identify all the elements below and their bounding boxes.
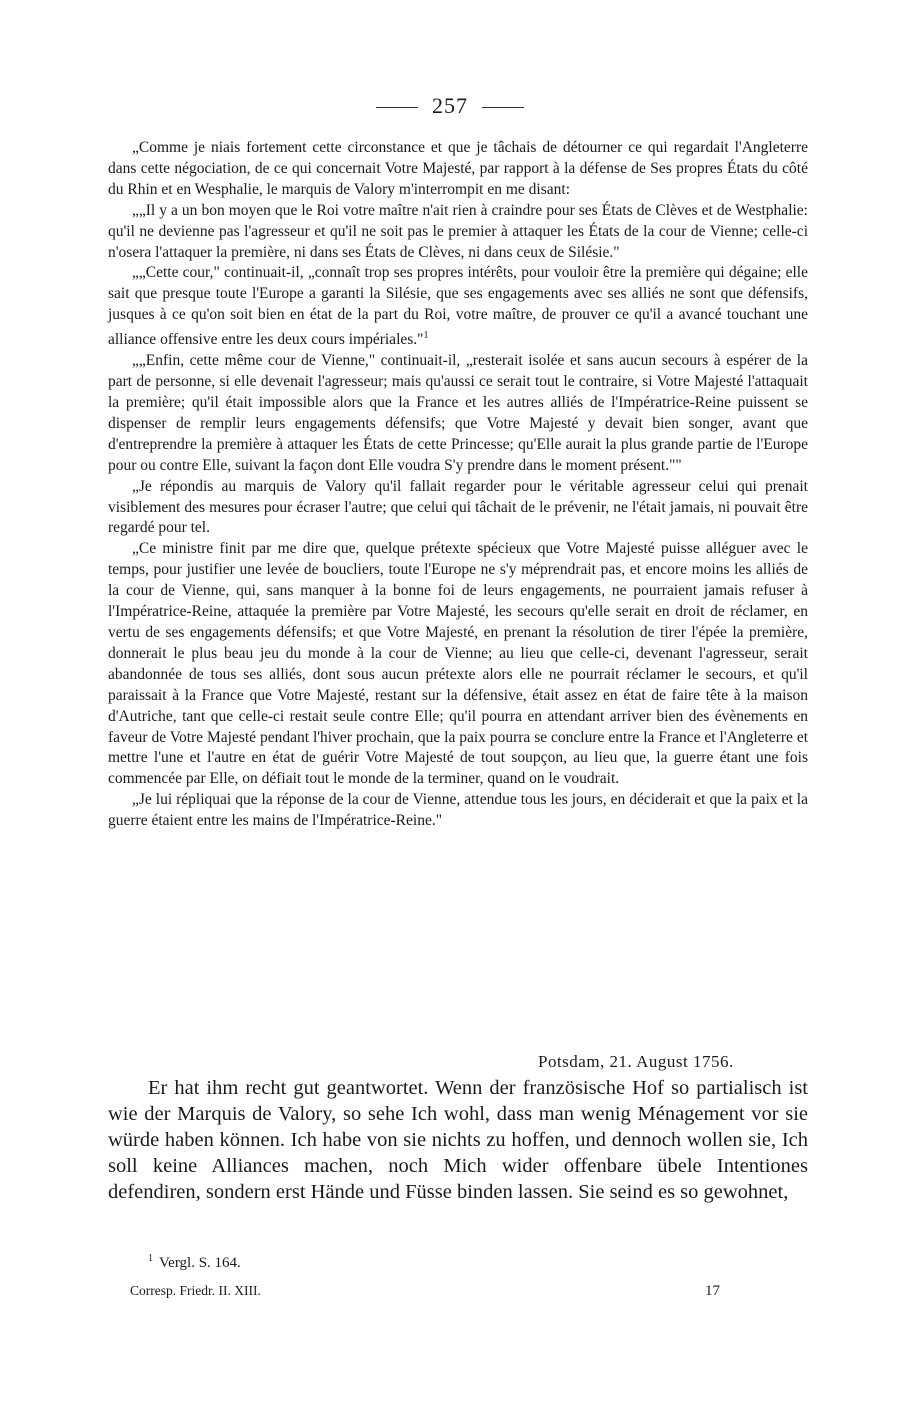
french-text-block xyxy=(108,138,808,832)
paragraph: „Ce ministre finit par me dire que, quelque prétexte spécieux que Votre Majesté puisse alléguer avec le temps, pour justifier une levée de boucliers, toute l'Europe ne s'y méprendrait pas, et encore moins les alliés de la cour de Vienne, qui, sans manquer à la bonne foi de leurs engagements, ne pourraient jamais refuser à l'Impératrice-Reine, attaquée la première par Votre Majesté, les secours qu'elle serait en droit de réclamer, en vertu de ses engagements défensifs; et que Votre Majesté, en prenant la résolution de tirer l'épée la première, donnerait le plus beau jeu du monde à la cour de Vienne; au lieu que celle-ci, devenant l'agresseur, serait abandonnée de tous ses alliés, dont sous aucun prétexte alors elle ne pourrait réclamer le secours, et qu'il paraissait à la France que Votre Majesté, restant sur la défensive, était assez en état de faire tête à la maison d'Autriche, tant que celle-ci restait seule contre Elle; qu'il pourra en attendant arriver bien des évènements en faveur de Votre Majesté pendant l'hiver prochain, que la paix pourra se conclure entre la France et l'Angleterre et mettre l'une et l'autre en état de guérir Votre Majesté de tout soupçon, au lieu que, la guerre étant une fois commencée par Elle, on défiait tout le monde de la terminer, quand on le voudrait. xyxy=(108,540,808,788)
paragraph: „„Il y a un bon moyen que le Roi votre maître n'ait rien à craindre pour ses États de Clèves et de Westphalie: qu'il ne devienne pas l'agresseur et qu'il ne soit pas le premier à attaquer les États de la cour de Vienne; celle-ci n'osera l'attaquer la première, ni dans ses États de Clèves, ni dans ceux de Silésie." xyxy=(108,201,808,261)
german-text-block xyxy=(108,1075,808,1205)
paragraph-text: „„Cette cour," continuait-il, „connaît trop ses propres intérêts, pour vouloir être la première qui dégaine; elle sait que presque toute l'Europe a garanti la Silésie, que ses engagements avec ses alliés ne sont que défensifs, jusques à ce qu'on soit bien en état de la part du Roi, votre maître, de prouver ce qu'il a avancé touchant une alliance offensive entre les deux cours impériales." xyxy=(108,264,808,349)
footer-source: Corresp. Friedr. II. XIII. xyxy=(130,1283,261,1298)
page-header xyxy=(0,93,900,119)
footnote xyxy=(148,1253,241,1272)
paragraph: „Je lui répliquai que la réponse de la cour de Vienne, attendue tous les jours, en déciderait et que la paix et la guerre étaient entre les mains de l'Impératrice-Reine." xyxy=(108,791,808,830)
signature-mark: 17 xyxy=(705,1283,720,1299)
paragraph: „Je répondis au marquis de Valory qu'il fallait regarder pour le véritable agresseur celui qui prenait visiblement des mesures pour écraser l'autre; que celui qui tâchait de le prévenir, ne l'était jamais, ni pouvait être regardé pour tel. xyxy=(108,477,808,537)
footnote-reference: 1 xyxy=(423,330,429,342)
header-rule-left xyxy=(376,107,418,108)
paragraph: „„Enfin, cette même cour de Vienne," continuait-il, „resterait isolée et sans aucun secours à espérer de la part de personne, si elle devenait l'agresseur; mais qu'aussi ce serait tout le contraire, si Votre Majesté l'attaquait la première; qu'il était impossible alors que la France et les autres alliés de l'Impératrice-Reine puissent se dispenser de remplir leurs engagements défensifs; que Votre Majesté y devait bien songer, avant que d'entreprendre la première à attaquer les États de cette Princesse; qu'Elle aurait la plus grande partie de l'Europe pour ou contre Elle, suivant la façon dont Elle voudra S'y prendre dans le moment présent."" xyxy=(108,352,808,474)
header-rule-right xyxy=(482,107,524,108)
footnote-number: 1 xyxy=(148,1253,153,1264)
footnote-text: Vergl. S. 164. xyxy=(159,1255,241,1271)
paragraph: Er hat ihm recht gut geantwortet. Wenn der französische Hof so partialisch ist wie der Marquis de Valory, so sehe Ich wohl, dass man wenig Ménagement vor sie würde haben können. Ich habe von sie nichts zu hoffen, und dennoch wollen sie, Ich soll keine Alliances machen, noch Mich wider offenbare übele Intentiones defendiren, sondern erst Hände und Füsse binden lassen. Sie seind es so gewohnet, xyxy=(108,1077,808,1203)
dateline-text: Potsdam, 21. August 1756. xyxy=(538,1052,734,1071)
page-footer xyxy=(130,1283,720,1299)
page-number: 257 xyxy=(432,93,468,118)
paragraph: „Comme je niais fortement cette circonstance et que je tâchais de détourner ce qui regardait l'Angleterre dans cette négociation, de ce qui concernait Votre Majesté, par rapport à la défense de Ses propres États du côté du Rhin et en Wesphalie, le marquis de Valory m'interrompit en me disant: xyxy=(108,139,808,198)
paragraph xyxy=(108,263,808,351)
